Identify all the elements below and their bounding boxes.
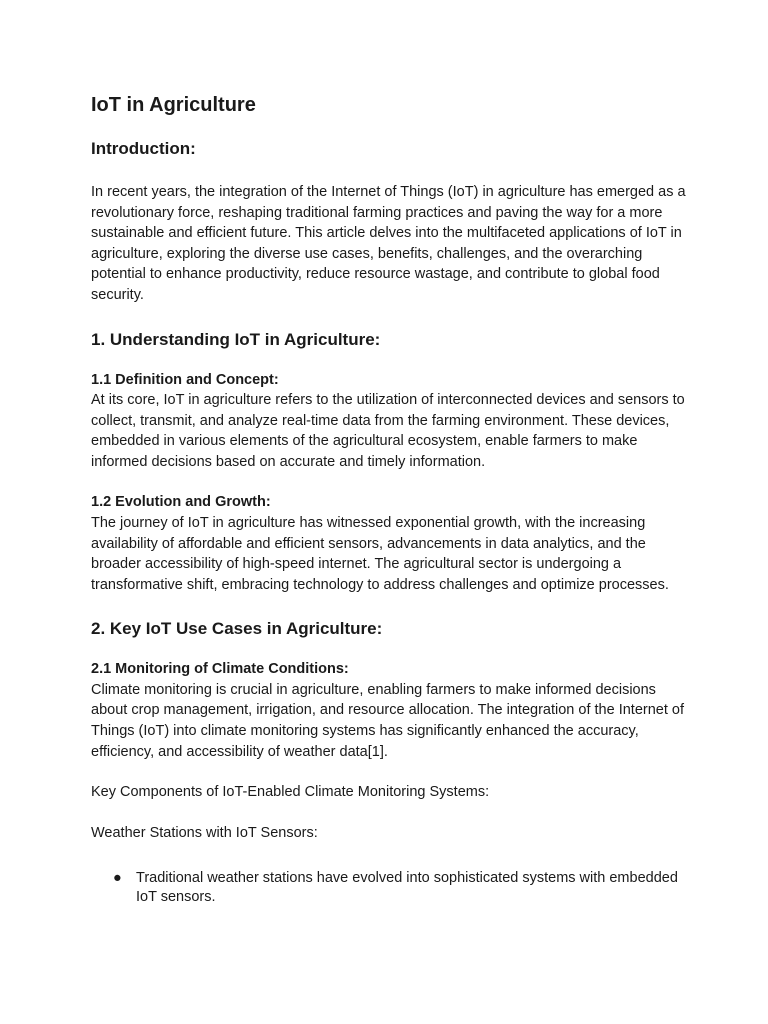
section-2-heading: 2. Key IoT Use Cases in Agriculture: (91, 619, 383, 639)
bullet-marker: ● (113, 870, 122, 887)
components-label: Key Components of IoT-Enabled Climate Monitoring Systems: (91, 784, 490, 801)
bullet-text: Traditional weather stations have evolved into sophisticated systems with embedded IoT sensors. (136, 870, 678, 905)
document-title: IoT in Agriculture (91, 94, 256, 116)
subsection-1-2-heading: 1.2 Evolution and Growth: (91, 494, 271, 511)
intro-heading: Introduction: (91, 139, 196, 158)
list-item (91, 869, 691, 906)
document-page (91, 92, 691, 906)
intro-paragraph: In recent years, the integration of the Internet of Things (IoT) in agriculture has emerged as a revolutionary force, reshaping traditional farming practices and paving the way for a more sustainable and efficient future. This article delves into the multifaceted applications of IoT in agriculture, exploring the diverse use cases, benefits, challenges, and the overarching potential to enhance productivity, reduce resource wastage, and contribute to global food security. (91, 184, 686, 303)
bullet-list (91, 869, 691, 906)
section-1-heading: 1. Understanding IoT in Agriculture: (91, 329, 381, 349)
subsection-2-1-paragraph: Climate monitoring is crucial in agriculture, enabling farmers to make informed decisions about crop management, irrigation, and resource allocation. The integration of the Internet of Things (IoT) into climate monitoring systems has significantly enhanced the accuracy, efficiency, and accessibility of weather data[1]. (91, 681, 684, 760)
subsection-1-2-paragraph: The journey of IoT in agriculture has witnessed exponential growth, with the increasing availability of affordable and efficient sensors, advancements in data analytics, and the broader accessibility of high-speed internet. The agricultural sector is undergoing a transformative shift, embracing technology to address challenges and optimize processes. (91, 514, 669, 593)
weather-stations-label: Weather Stations with IoT Sensors: (91, 824, 318, 841)
subsection-2-1-heading: 2.1 Monitoring of Climate Conditions: (91, 661, 349, 678)
subsection-1-1-heading: 1.1 Definition and Concept: (91, 371, 279, 388)
subsection-1-1-paragraph: At its core, IoT in agriculture refers to the utilization of interconnected devices and sensors to collect, transmit, and analyze real-time data from the farming environment. These devices, embedded in various elements of the agricultural ecosystem, enable farmers to make informed decisions based on accurate and timely information. (91, 392, 685, 470)
